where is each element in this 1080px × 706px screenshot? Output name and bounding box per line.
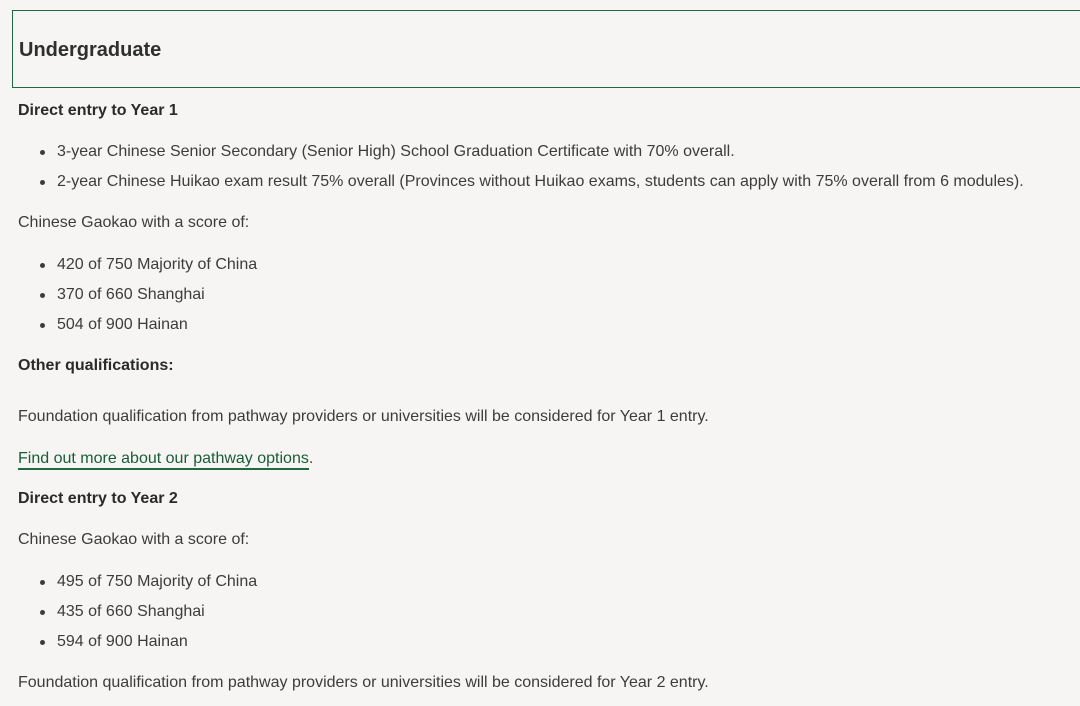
link-suffix: . bbox=[308, 450, 314, 467]
list-item-text: 3-year Chinese Senior Secondary (Senior High) School Graduation Certificate with 70% overall. bbox=[57, 143, 735, 160]
list-item bbox=[18, 254, 257, 276]
bullet-icon bbox=[40, 180, 45, 185]
year1-foundation-text: Foundation qualification from pathway providers or universities will be considered for Year 1 entry. bbox=[18, 408, 709, 425]
year1-gaokao-list bbox=[18, 254, 257, 344]
list-item-text: 495 of 750 Majority of China bbox=[57, 573, 258, 590]
bullet-icon bbox=[40, 610, 45, 615]
year2-gaokao-list bbox=[18, 571, 257, 661]
year1-heading: Direct entry to Year 1 bbox=[18, 102, 178, 119]
bullet-icon bbox=[40, 293, 45, 298]
list-item bbox=[18, 314, 257, 336]
list-item bbox=[18, 171, 1024, 193]
year2-heading: Direct entry to Year 2 bbox=[18, 490, 178, 507]
list-item bbox=[18, 631, 257, 653]
list-item-text: 435 of 660 Shanghai bbox=[57, 603, 205, 620]
bullet-icon bbox=[40, 150, 45, 155]
year1-requirements-list bbox=[18, 141, 1024, 201]
pathway-paragraph bbox=[18, 448, 313, 470]
list-item bbox=[18, 284, 257, 306]
list-item bbox=[18, 141, 1024, 163]
bullet-icon bbox=[40, 323, 45, 328]
list-item-text: 2-year Chinese Huikao exam result 75% overall (Provinces without Huikao exams, students can apply with 75% overall from 6 modules). bbox=[57, 173, 1024, 190]
pathway-options-link[interactable]: Find out more about our pathway options bbox=[18, 450, 309, 470]
list-item bbox=[18, 601, 257, 623]
year2-foundation-text: Foundation qualification from pathway providers or universities will be considered for Year 2 entry. bbox=[18, 674, 709, 691]
list-item-text: 370 of 660 Shanghai bbox=[57, 286, 205, 303]
year1-gaokao-intro: Chinese Gaokao with a score of: bbox=[18, 214, 250, 231]
year2-gaokao-intro: Chinese Gaokao with a score of: bbox=[18, 531, 250, 548]
bullet-icon bbox=[40, 580, 45, 585]
section-title: Undergraduate bbox=[19, 39, 162, 61]
bullet-icon bbox=[40, 640, 45, 645]
list-item bbox=[18, 571, 257, 593]
other-qualifications-heading: Other qualifications: bbox=[18, 357, 174, 374]
list-item-text: 420 of 750 Majority of China bbox=[57, 256, 258, 273]
bullet-icon bbox=[40, 263, 45, 268]
list-item-text: 504 of 900 Hainan bbox=[57, 316, 188, 333]
list-item-text: 594 of 900 Hainan bbox=[57, 633, 188, 650]
accordion-header-undergraduate[interactable] bbox=[12, 10, 1080, 88]
